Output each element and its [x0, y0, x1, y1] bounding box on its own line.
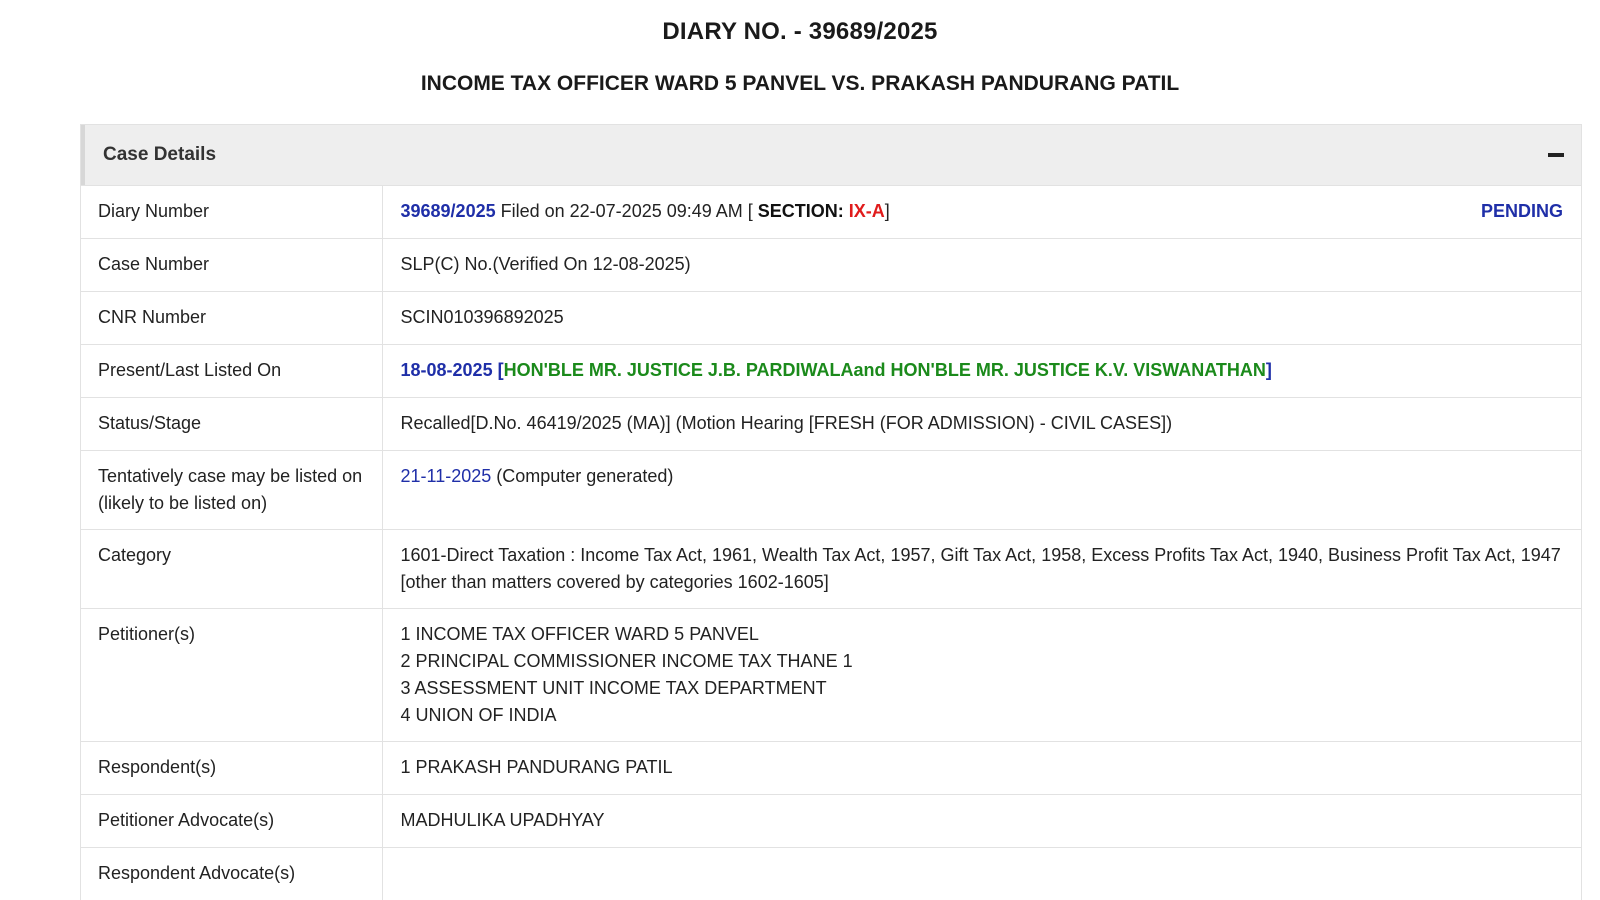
section-close-bracket: ] — [884, 201, 890, 221]
row-label-petitioners: Petitioner(s) — [81, 609, 382, 742]
row-label-respondent-advocates: Respondent Advocate(s) — [81, 848, 382, 900]
row-value-category: 1601-Direct Taxation : Income Tax Act, 1961, Wealth Tax Act, 1957, Gift Tax Act, 1958, Excess Profits Tax Act, 1940, Business Profit Tax Act, 1947 [other than matters covered by categories 1602-1605] — [382, 530, 1581, 609]
panel-title: Case Details — [103, 144, 217, 165]
row-value-tentative-listing — [382, 451, 1581, 530]
row-label-diary-number: Diary Number — [81, 186, 382, 239]
table-row — [81, 609, 1581, 742]
row-label-respondents: Respondent(s) — [81, 742, 382, 795]
collapse-button[interactable] — [1543, 142, 1569, 168]
table-row — [81, 795, 1581, 848]
table-row — [81, 186, 1581, 239]
table-row — [81, 292, 1581, 345]
case-details-header[interactable] — [81, 125, 1581, 185]
table-row — [81, 398, 1581, 451]
bench-close-bracket: ] — [1265, 360, 1272, 380]
table-row — [81, 742, 1581, 795]
minus-icon — [1548, 153, 1564, 157]
row-label-petitioner-advocates: Petitioner Advocate(s) — [81, 795, 382, 848]
section-label: SECTION: — [757, 201, 849, 221]
status-badge: PENDING — [1480, 201, 1563, 221]
row-value-diary-number — [382, 186, 1581, 239]
filed-text: Filed on 22-07-2025 09:49 AM [ — [495, 201, 758, 221]
case-details-panel — [80, 124, 1582, 900]
table-row — [81, 848, 1581, 900]
bench-open-bracket: [ — [492, 360, 504, 380]
petitioner-item: 3 ASSESSMENT UNIT INCOME TAX DEPARTMENT — [400, 678, 827, 698]
tentative-note: (Computer generated) — [491, 466, 674, 486]
row-value-case-number: SLP(C) No.(Verified On 12-08-2025) — [382, 239, 1581, 292]
row-value-petitioner-advocates: MADHULIKA UPADHYAY — [382, 795, 1581, 848]
petitioner-item: 1 INCOME TAX OFFICER WARD 5 PANVEL — [400, 624, 759, 644]
row-value-listed-on — [382, 345, 1581, 398]
row-value-cnr-number: SCIN010396892025 — [382, 292, 1581, 345]
petitioner-item: 2 PRINCIPAL COMMISSIONER INCOME TAX THANE 1 — [400, 651, 853, 671]
table-row — [81, 345, 1581, 398]
diary-title: DIARY NO. - 39689/2025 — [662, 18, 938, 45]
diary-number-link[interactable]: 39689/2025 — [400, 201, 496, 221]
row-label-category: Category — [81, 530, 382, 609]
bench-names: HON'BLE MR. JUSTICE J.B. PARDIWALAand HON'BLE MR. JUSTICE K.V. VISWANATHAN — [503, 360, 1266, 380]
petitioner-item: 4 UNION OF INDIA — [400, 705, 557, 725]
row-label-listed-on: Present/Last Listed On — [81, 345, 382, 398]
row-label-tentative-listing: Tentatively case may be listed on (likely to be listed on) — [81, 451, 382, 530]
table-row — [81, 530, 1581, 609]
section-value: IX-A — [848, 201, 885, 221]
row-value-status-stage: Recalled[D.No. 46419/2025 (MA)] (Motion Hearing [FRESH (FOR ADMISSION) - CIVIL CASES]) — [382, 398, 1581, 451]
table-row — [81, 239, 1581, 292]
row-value-petitioners — [382, 609, 1581, 742]
row-value-respondent-advocates — [382, 848, 1581, 900]
tentative-date: 21-11-2025 — [400, 466, 492, 486]
case-details-table — [81, 185, 1581, 900]
row-label-cnr-number: CNR Number — [81, 292, 382, 345]
row-value-respondents: 1 PRAKASH PANDURANG PATIL — [382, 742, 1581, 795]
row-label-case-number: Case Number — [81, 239, 382, 292]
listed-date: 18-08-2025 — [400, 360, 493, 380]
case-title: INCOME TAX OFFICER WARD 5 PANVEL VS. PRAKASH PANDURANG PATIL — [420, 72, 1180, 95]
table-row — [81, 451, 1581, 530]
row-label-status-stage: Status/Stage — [81, 398, 382, 451]
